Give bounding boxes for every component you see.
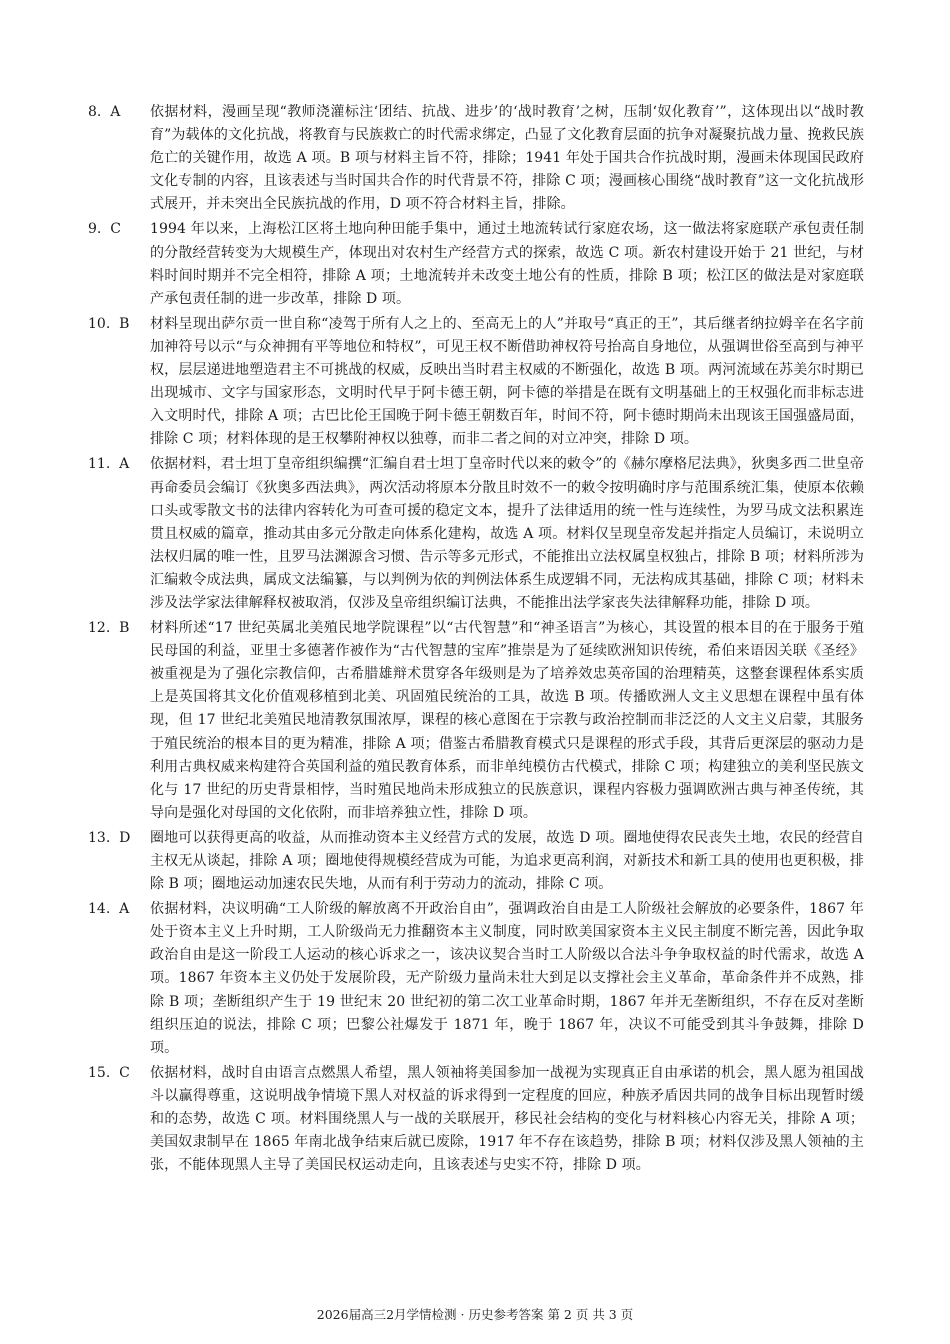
explanation-text: 圈地可以获得更高的收益，从而推动资本主义经营方式的发展，故选 D 项。圈地使得农民丧失土地，农民的经营自主权无从谈起，排除 A 项；圈地使得规模经营成为可能，为追求更高利润，对新技术和新工具的使用也更积极，排除 B 项；圈地运动加速农民失地，从而有利于劳动力的流动，排除 C 项。 [150,829,864,893]
explanation-text: 依据材料，漫画呈现“教师浇灌标注‘团结、抗战、进步’的‘战时教育’之树，压制‘奴化教育’”，这体现出以“战时教育”为载体的文化抗战，将教育与民族救亡的时代需求绑定，凸显了文化教育层面的抗争对凝聚抗战力量、挽救民族危亡的关键作用，故选 A 项。B 项与材料主旨不符，排除；1941 年处于国共合作抗战时期，漫画未体现国民政府文化专制的内容，且该表述与当时国共合作的时代背景不符，排除 C 项；漫画核心围绕“战时教育”这一文化抗战形式展开，并未突出全民族抗战的作用，D 项不符合材料主旨，排除。 [150,104,864,213]
question-number: 8. A [88,104,121,120]
question-number: 10. B [88,315,130,332]
answer-item [88,453,864,615]
answer-item [88,898,864,1060]
answer-letter: B [119,315,130,332]
explanation-text: 依据材料，决议明确“工人阶级的解放离不开政治自由”，强调政治自由是工人阶级社会解放的必要条件，1867 年处于资本主义上升时期，工人阶级尚无力推翻资本主义制度，同时欧美国家资本主义民主制度不断完善，因此争取政治自由是这一阶段工人运动的核心诉求之一，该决议契合当时工人阶级以合法斗争争取权益的时代需求，故选 A 项。1867 年资本主义仍处于发展阶段，无产阶级力量尚未壮大到足以支撑社会主义革命，革命条件并不成熟，排除 B 项；垄断组织产生于 19 世纪末 20 世纪初的第二次工业革命时期，1867 年并无垄断组织，不存在反对垄断组织压迫的说法，排除 C 项；巴黎公社爆发于 1871 年，晚于 1867 年，决议不可能受到其斗争鼓舞，排除 D 项。 [150,901,864,1056]
answer-item [88,617,864,825]
page-footer: 2026届高三2月学情检测 · 历史参考答案 第 2 页 共 3 页 [316,1307,634,1322]
answer-item [88,101,864,216]
question-number: 9. C [88,221,121,238]
question-number: 11. A [88,456,130,473]
explanation-text: 依据材料，君士坦丁皇帝组织编撰“汇编自君士坦丁皇帝时代以来的敕令”的《赫尔摩格尼法典》，狄奥多西二世皇帝再命委员会编订《狄奥多西法典》，两次活动将原本分散且时效不一的敕令按明确时序与范围系统汇集，使原本依赖口头或零散文书的法律内容转化为可查可援的稳定文本，提升了法律适用的统一性与连续性，为罗马成文法积累连贯且权威的篇章，推动其由多元分散走向体系化建构，故选 A 项。材料仅呈现皇帝发起并指定人员编订，未说明立法权归属的唯一性，且罗马法渊源含习惯、告示等多元形式，不能推出立法权属皇权独占，排除 B 项；材料所涉为汇编敕令成法典，属成文法编纂，与以判例为依的判例法体系生成逻辑不同，无法构成其基础，排除 C 项；材料未涉及法学家法律解释权被取消，仅涉及皇帝组织编订法典，不能推出法学家丧失法律解释功能，排除 D 项。 [150,456,864,611]
explanation-text: 1994 年以来，上海松江区将土地向种田能手集中，通过土地流转试行家庭农场，这一做法将家庭联产承包责任制的分散经营转变为大规模生产，体现出对农村生产经营方式的探索，故选 C 项。新农村建设开始于 21 世纪，与材料时间时期并不完全相符，排除 A 项；土地流转并未改变土地公有的性质，排除 B 项；松江区的做法是对家庭联产承包责任制的进一步改革，排除 D 项。 [150,221,864,307]
question-number: 13. D [88,829,131,846]
answer-letter: C [110,221,121,238]
explanation-text: 依据材料，战时自由语言点燃黑人希望，黑人领袖将美国参加一战视为实现真正自由承诺的机会，黑人愿为祖国战斗以赢得尊重，这说明战争情境下黑人对权益的诉求得到一定程度的回应，种族矛盾因共同的战争目标出现暂时缓和的态势，故选 C 项。材料围绕黑人与一战的关联展开，移民社会结构的变化与材料核心内容无关，排除 A 项；美国奴隶制早在 1865 年南北战争结束后就已废除，1917 年不存在该趋势，排除 B 项；材料仅涉及黑人领袖的主张，不能体现黑人主导了美国民权运动走向，且该表述与史实不符，排除 D 项。 [150,1064,864,1174]
answer-letter: A [110,104,121,120]
question-number: 14. A [88,901,130,918]
answer-item [88,313,864,452]
answer-letter: A [119,456,130,473]
answer-letter: A [119,901,130,918]
answer-letter: C [119,1064,130,1081]
question-number: 12. B [88,620,130,637]
explanation-text: 材料呈现出萨尔贡一世自称“凌驾于所有人之上的、至高无上的人”并取号“真正的王”，其后继者纳拉姆辛在名字前加神符号以示“与众神拥有平等地位和特权”，可见王权不断借助神权符号抬高自身地位，从强调世俗至高到与神平权，层层递进地塑造君主不可挑战的权威，反映出当时君主权威的不断强化，故选 B 项。两河流域在苏美尔时期已出现城市、文字与国家形态，文明时代早于阿卡德王朝，阿卡德的举措是在既有文明基础上的王权强化而非标志进入文明时代，排除 A 项；古巴比伦王国晚于阿卡德王朝数百年，时间不符，阿卡德时期尚未出现该王国强盛局面，排除 C 项；材料体现的是王权攀附神权以独尊，而非二者之间的对立冲突，排除 D 项。 [150,315,864,448]
answer-item [88,1062,864,1177]
answer-item [88,218,864,310]
answer-item [88,827,864,896]
answer-list [88,101,864,1177]
explanation-text: 材料所述“17 世纪英属北美殖民地学院课程”以“古代智慧”和“神圣语言”为核心，其设置的根本目的在于服务于殖民母国的利益，亚里士多德著作被作为“古代智慧的宝库”推崇是为了延续欧洲知识传统，希伯来语因关联《圣经》被重视是为了强化宗教信仰，古希腊雄辩术贯穿各年级则是为了培养效忠英帝国的治理精英，这整套课程体系实质上是英国将其文化价值观移植到北美、巩固殖民统治的工具，故选 B 项。传播欧洲人文主义思想在课程中虽有体现，但 17 世纪北美殖民地清教氛围浓厚，课程的核心意图在于宗教与政治控制而非泛泛的人文主义启蒙，其服务于殖民统治的根本目的更为精准，排除 A 项；借鉴古希腊教育模式只是课程的形式手段，其背后更深层的驱动力是利用古典权威来构建符合英国利益的殖民教育体系，而非单纯模仿古代模式，排除 C 项；构建独立的美利坚民族文化与 17 世纪的历史背景相悖，当时殖民地尚未形成独立的民族意识，课程内容极力强调欧洲古典与神圣传统，其导向是强化对母国的文化依附，而非培养独立性，排除 D 项。 [150,620,864,821]
answer-letter: B [119,620,130,637]
question-number: 15. C [88,1064,130,1081]
answer-letter: D [119,829,131,846]
